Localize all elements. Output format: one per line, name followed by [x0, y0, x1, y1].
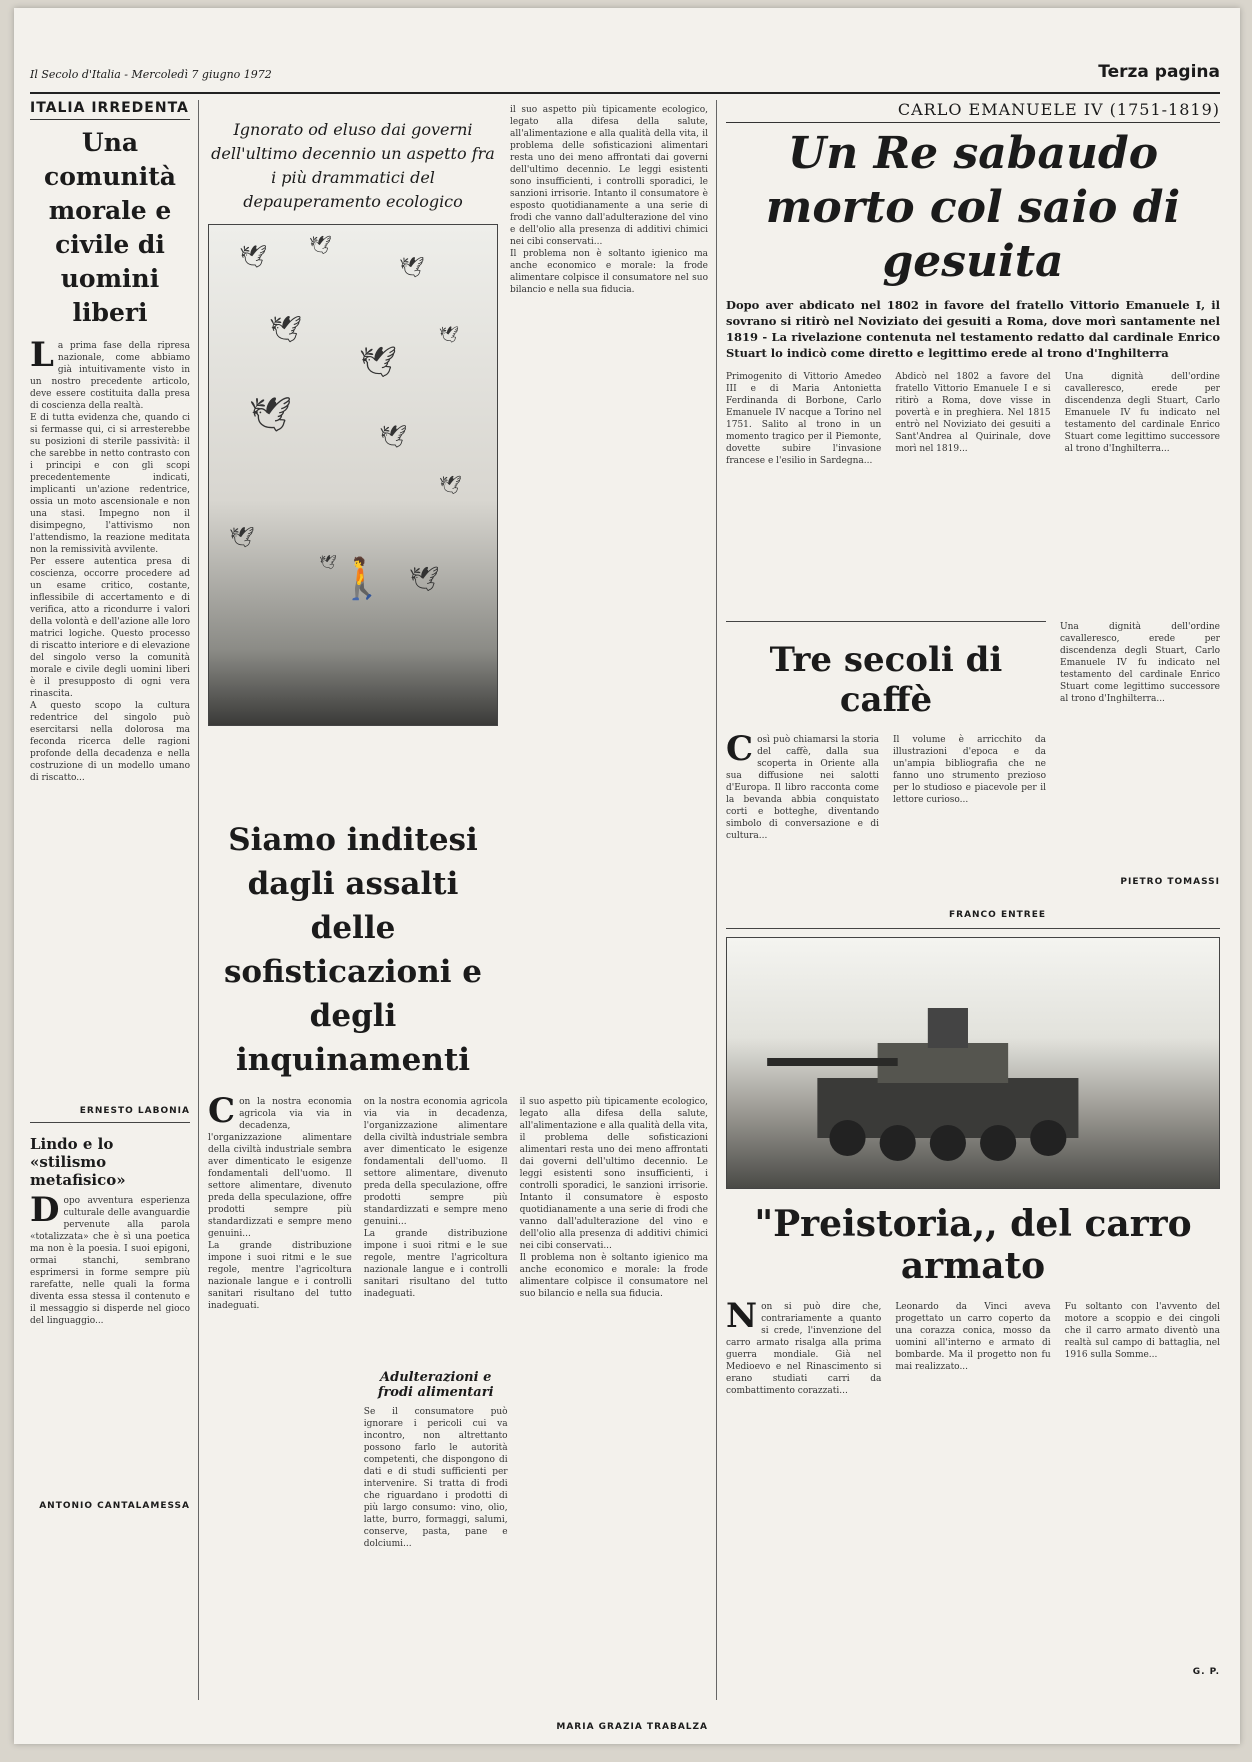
right-standfirst: Dopo aver abdicato nel 1802 in favore del fratello Vittorio Emanuele I, il sovrano si ritirò nel Noviziato dei gesuiti a Roma, dove morì santamente nel 1819 - La rivelazione contenuta nel testamento redatto dal cardinale Enrico Stuart lo indicò come diretto e legittimo erede al trono d'Inghilterra: [726, 298, 1220, 360]
right-column: [726, 100, 1223, 1730]
bird-icon: 🕊: [359, 345, 398, 380]
tank-illustration: [727, 938, 1219, 1188]
bird-photo: [208, 224, 498, 726]
center-body-cont: il suo aspetto più tipicamente ecologico, legato alla difesa della salute, all'alimentazione e alla qualità della vita, il problema delle sofisticazioni alimentari resta uno dei meno affrontati dai governi dell'ultimo decennio. Le leggi esistenti sono insufficienti, i controlli sporadici, le sanzioni irrisorie. Intanto il consumatore è esposto quotidianamente a una serie di frodi che vanno dall'adulterazione del vino e dell'olio alla presenza di additivi chimici nei cibi conservati... Il problema non è soltanto igienico ma anche economico e morale: la frode alimentare colpisce il consumatore nel suo bilancio e nella sua fiducia.: [519, 1097, 709, 1299]
right-body-c: Una dignità dell'ordine cavalleresco, erede per discendenza degli Stuart, Carlo Emanuele IV fu indicato nel testamento del cardinale Enrico Stuart come legittimo successore al trono d'Inghilterra...: [1064, 372, 1223, 454]
right-body-continued: Una dignità dell'ordine cavalleresco, erede per discendenza degli Stuart, Carlo Emanuele IV fu indicato nel testamento del cardinale Enrico Stuart come legittimo successore al trono d'Inghilterra...: [1060, 622, 1223, 704]
coffee-headline: Tre secoli di caffè: [769, 640, 1003, 720]
center-dropcap: C: [208, 1091, 236, 1131]
bird-icon: 🕊: [409, 565, 440, 593]
tank-body-c: Fu soltanto con l'avvento del motore a scoppio e dei cingoli che il carro armato diventò una realtà sul campo di battaglia, nel 1916 sulla Somme...: [1064, 1302, 1223, 1360]
masthead: Il Secolo d'Italia - Mercoledì 7 giugno 1972: [30, 68, 272, 81]
center-body-right: il suo aspetto più tipicamente ecologico, legato alla difesa della salute, all'alimentazione e alla qualità della vita, il problema delle sofisticazioni alimentari resta uno dei meno affrontati dai governi dell'ultimo decennio. Le leggi esistenti sono insufficienti, i controlli sporadici, le sanzioni irrisorie. Intanto il consumatore è esposto quotidianamente a una serie di frodi che vanno dall'adulterazione del vino e dell'olio alla presenza di additivi chimici nei cibi conservati... Il problema non è soltanto igienico ma anche economico e morale: la frode alimentare colpisce il consumatore nel suo bilancio e nella sua fiducia.: [510, 105, 708, 295]
center-top-row: [208, 100, 708, 804]
left-sub-dropcap: D: [30, 1190, 60, 1230]
center-bottom-col2: [363, 1096, 511, 1736]
bird-icon: 🕊: [439, 325, 460, 344]
right-byline: PIETRO TOMASSI: [1120, 877, 1220, 887]
left-divider: [30, 1122, 190, 1123]
left-kicker: ITALIA IRREDENTA: [30, 100, 190, 120]
column-rule: [716, 100, 717, 1700]
right-article-columns: [726, 371, 1223, 621]
center-byline: MARIA GRAZIA TRABALZA: [556, 1722, 709, 1732]
tank-byline: G. P.: [1192, 1667, 1220, 1677]
page-header: [30, 62, 1220, 88]
left-sub-article: [30, 1190, 193, 1495]
center-headline: Siamo inditesi dagli assalti delle sofisticazioni e degli inquinamenti: [223, 822, 483, 1078]
bird-icon: 🕊: [309, 235, 332, 256]
left-dropcap: L: [30, 335, 54, 375]
tank-dropcap: N: [726, 1296, 758, 1336]
center-bottom-col1: [208, 1091, 352, 1736]
tank-photo: [726, 937, 1220, 1189]
standing-figure-icon: 🚶: [337, 556, 387, 602]
coffee-body-b: Il volume è arricchito da illustrazioni d'epoca e da un'ampia bibliografia che ne fanno uno strumento prezioso per lo studioso e piacevole per il lettore curioso...: [893, 735, 1049, 805]
right-body-a: Primogenito di Vittorio Amedeo III e di Maria Antonietta Ferdinanda di Borbone, Carlo Emanuele IV nacque a Torino nel 1751. Salito al trono in un momento tragico per il Piemonte, dovette subire l'invasione francese e l'esilio in Sardegna...: [726, 372, 885, 466]
center-body-left-cont: on la nostra economia agricola via via in decadenza, l'organizzazione alimentare della civiltà industriale sembra aver dimenticato le esigenze fondamentali dell'uomo. Il settore alimentare, divenuto preda della speculazione, offre prodotti sempre più standardizzati e sempre meno genuini... La grande distribuzione impone i suoi ritmi e le sue regole, mentre l'agricoltura nazionale langue e i controlli sanitari risultano del tutto inadeguati.: [363, 1097, 508, 1299]
center-section-body: Se il consumatore può ignorare i pericoli cui va incontro, non altrettanto possono farlo le autorità competenti, che dispongono di dati e di studi sufficienti per intervenire. Si tratta di frodi che riguardano i prodotti di più largo consumo: vino, olio, latte, burro, formaggi, salumi, conserve, pasta, pane e dolciumi...: [363, 1407, 511, 1549]
right-headline: Un Re sabaudo morto col saio di gesuita: [765, 128, 1181, 287]
coffee-article: [726, 621, 1049, 920]
center-body-left: on la nostra economia agricola via via in decadenza, l'organizzazione alimentare della civiltà industriale sembra aver dimenticato le esigenze fondamentali dell'uomo. Il settore alimentare, divenuto preda della speculazione, offre prodotti sempre più standardizzati e sempre meno genuini... La grande distribuzione impone i suoi ritmi e le sue regole, mentre l'agricoltura nazionale langue e i controlli sanitari risultano del tutto inadeguati.: [208, 1097, 352, 1311]
coffee-columns: [726, 729, 1049, 904]
left-byline: ERNESTO LABONIA: [79, 1106, 190, 1116]
bird-icon: 🕊: [269, 315, 303, 345]
center-section-title: Adulterazioni e frodi alimentari: [377, 1370, 494, 1400]
right-body-b: Abdicò nel 1802 a favore del fratello Vittorio Emanuele I e si ritirò a Roma, dove visse in povertà e in preghiera. Nel 1815 entrò nel Noviziato dei gesuiti a Sant'Andrea al Quirinale, dove morì nel 1819...: [895, 372, 1054, 454]
left-sub-byline: ANTONIO CANTALAMESSA: [39, 1501, 190, 1511]
center-bottom-col3: [520, 1096, 708, 1736]
center-headline-block: [208, 818, 498, 1082]
bird-icon: 🕊: [439, 475, 462, 496]
coffee-dropcap: C: [726, 729, 754, 769]
left-article: [30, 335, 190, 1100]
tank-body-a: on si può dire che, contrariamente a quanto si crede, l'invenzione del carro armato risalga alla prima guerra mondiale. Già nel Medioevo e nel Rinascimento si erano studiati carri da combattimento corazzati...: [726, 1302, 885, 1396]
bird-icon: 🕊: [379, 425, 407, 450]
left-column: [30, 100, 193, 1730]
tank-body-b: Leonardo da Vinci aveva progettato un carro coperto da una corazza conica, mosso da uomini all'interno e armato di bombarde. Ma il progetto non fu mai realizzato...: [895, 1302, 1054, 1372]
tank-headline: "Preistoria,, del carro armato: [754, 1203, 1192, 1287]
left-headline: Una comunità morale e civile di uomini liberi: [44, 128, 176, 327]
center-deck: Ignorato od eluso dai governi dell'ultimo decennio un aspetto fra i più drammatici del depauperamento ecologico: [211, 120, 495, 211]
bird-icon: 🕊: [319, 555, 337, 571]
center-right-block: [510, 100, 708, 804]
center-left-block: [208, 100, 498, 804]
bird-icon: 🕊: [229, 525, 255, 549]
center-bottom-row: [208, 1091, 709, 1736]
section-name: Terza pagina: [1098, 62, 1220, 82]
newspaper-page: [14, 8, 1240, 1744]
coffee-byline: FRANCO ENTREE: [948, 910, 1046, 920]
bird-icon: 🕊: [239, 245, 267, 270]
left-subheadline: Lindo e lo «stilismo metafisico»: [30, 1135, 126, 1189]
center-column: [208, 100, 708, 1730]
left-sub-body: opo avventura esperienza culturale delle avanguardie pervenute alla parola «totalizzata» che è sì una poetica ma non è la poesia. I suoi epigoni, ormai stanchi, sembrano esprimersi in forme sempre più rarefatte, nelle quali la forma diventa essa stessa il contenuto e il messaggio si disperde nel gioco del linguaggio...: [30, 1196, 193, 1326]
tank-columns: [726, 1296, 1223, 1661]
right-article-continued: [1060, 621, 1223, 920]
coffee-rule: [726, 621, 1046, 622]
column-rule: [198, 100, 199, 1700]
bird-icon: 🕊: [399, 255, 425, 279]
right-kicker: CARLO EMANUELE IV (1751-1819): [726, 100, 1220, 123]
coffee-and-byline-row: [726, 621, 1223, 920]
header-rule: [30, 92, 1220, 94]
left-body: a prima fase della ripresa nazionale, come abbiamo già intuitivamente visto in un nostro precedente articolo, deve essere costituita dalla presa di coscienza della realtà. E di tutta evidenza che, quando ci si fermasse qui, ci si arresterebbe su posizioni di sterile passività: il che sarebbe in netto contrasto con i principi e con gli scopi precedentemente indicati, implicanti un'azione redentrice, ossia un moto ascensionale e non una stasi. Impegno non il disimpegno, l'attivismo non l'attendismo, la reazione meditata non la remissività avvilente. Per essere autentica presa di coscienza, occorre procedere ad un esame critico, costante, inflessibile di accertamento e di verifica, atto a ricondurre i valori della volontà e dell'azione alle loro matrici logiche. Questo processo di riscatto interiore e di elevazione del singolo verso la comunità morale e civile degli uomini liberi è il presupposto di ogni vera rinascita. A questo scopo la cultura redentrice del singolo può esercitarsi nella dolorosa ma feconda ricerca delle ragioni profonde della decadenza e nella costruzione di un modello umano di riscatto...: [30, 341, 190, 783]
tank-top-rule: [726, 928, 1220, 929]
bird-icon: 🕊: [249, 395, 293, 435]
coffee-body-a: osì può chiamarsi la storia del caffè, dalla sua scoperta in Oriente alla sua diffusione nei salotti d'Europa. Il libro racconta come la bevanda abbia conquistato corti e botteghe, diventando simbolo di conversazione e di cultura...: [726, 735, 882, 841]
